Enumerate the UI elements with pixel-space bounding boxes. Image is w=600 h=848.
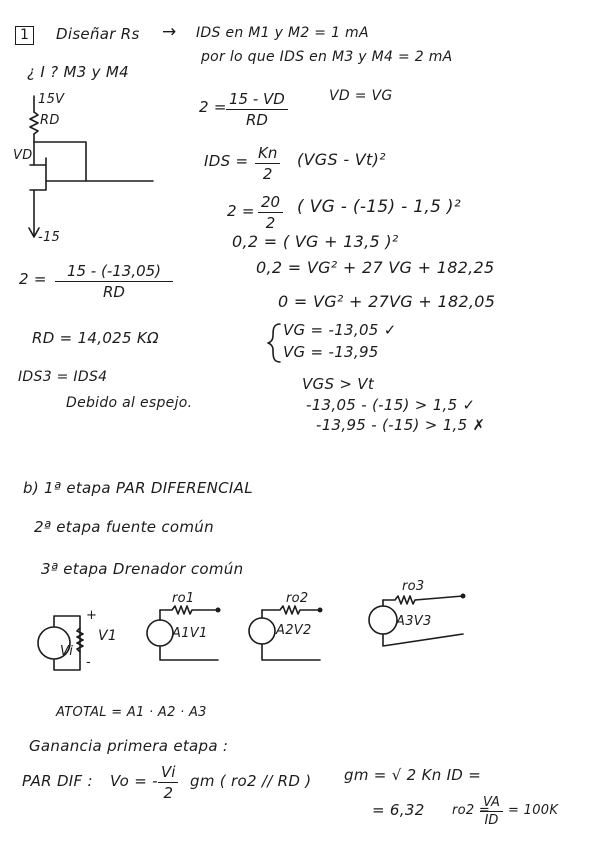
ids-numerator: Kn xyxy=(255,144,280,164)
eq-0: 0 = VG² + 27VG + 182,05 xyxy=(278,292,496,311)
ro2-rhs: = 100K xyxy=(508,803,559,818)
stage-2: 2ª etapa fuente común xyxy=(34,518,214,536)
gm-value: = 6,32 xyxy=(372,801,425,819)
eq-2b-lhs: 2 = xyxy=(227,202,255,220)
vd-node-label: VD xyxy=(13,148,33,163)
ro2-label: ro2 xyxy=(286,591,309,606)
item-number: 1 xyxy=(20,27,30,43)
eq-2-numerator: 15 - VD xyxy=(226,90,288,110)
arrow-right-icon: → xyxy=(162,22,177,42)
ids-rhs: (VGS - Vt)² xyxy=(297,150,386,169)
input-source-label: Vi xyxy=(60,644,74,659)
first-stage-gain-title: Ganancia primera etapa : xyxy=(29,737,229,755)
rd-eq-numerator: 15 - (-13,05) xyxy=(55,262,173,282)
rd-eq-lhs: 2 = xyxy=(19,270,47,288)
vo-rhs: gm ( ro2 // RD ) xyxy=(190,772,312,790)
rd-eq-denominator: RD xyxy=(103,283,125,301)
ids-denominator: 2 xyxy=(262,165,273,183)
plus-sign: + xyxy=(86,608,98,623)
check-1: -13,05 - (-15) > 1,5 ✓ xyxy=(306,396,476,414)
ro2-denominator: ID xyxy=(484,813,499,828)
total-gain: ATOTAL = A1 · A2 · A3 xyxy=(56,705,207,720)
solution-1: VG = -13,05 ✓ xyxy=(283,321,397,339)
eq-2-lhs: 2 = xyxy=(199,98,227,116)
stage3-source-label: A3V3 xyxy=(396,614,432,629)
stage-3: 3ª etapa Drenador común xyxy=(41,560,244,578)
task-title: Diseñar Rs xyxy=(56,25,140,43)
mirror-reason: Debido al espejo. xyxy=(66,395,193,411)
stage1-source-label: A1V1 xyxy=(172,626,208,641)
ro2-numerator: VA xyxy=(480,795,503,812)
eq-2b-rhs: ( VG - (-15) - 1,5 )² xyxy=(297,197,461,217)
pardif-label: PAR DIF : xyxy=(22,772,93,790)
eq-2b-denominator: 2 xyxy=(265,214,276,232)
vo-fraction xyxy=(158,763,178,802)
vo-denominator: 2 xyxy=(163,784,173,802)
ro3-label: ro3 xyxy=(402,579,425,594)
eq-02a: 0,2 = ( VG + 13,5 )² xyxy=(232,232,399,251)
vo-numerator: Vi xyxy=(158,763,178,783)
minus-sign: - xyxy=(86,655,91,670)
vd-equals-vg: VD = VG xyxy=(329,88,393,104)
ro2-lhs: ro2 = xyxy=(452,803,491,818)
supply-bottom-label: -15 xyxy=(38,230,61,245)
ids-equal: IDS3 = IDS4 xyxy=(18,369,108,385)
eq-2-denominator: RD xyxy=(245,111,268,129)
gm-equation: gm = √ 2 Kn ID = xyxy=(344,766,482,784)
ids-m3-m4: por lo que IDS en M3 y M4 = 2 mA xyxy=(201,49,453,65)
vgs-condition: VGS > Vt xyxy=(302,375,375,393)
ro1-label: ro1 xyxy=(172,591,195,606)
stage-1: b) 1ª etapa PAR DIFERENCIAL xyxy=(23,479,253,497)
vo-lhs: Vo = - xyxy=(110,772,158,790)
check-2: -13,95 - (-15) > 1,5 ✗ xyxy=(316,416,486,434)
eq-02b: 0,2 = VG² + 27 VG + 182,25 xyxy=(256,258,495,277)
ids-m1-m2: IDS en M1 y M2 = 1 mA xyxy=(196,25,369,41)
rd-circuit-label: RD xyxy=(40,113,60,128)
solution-2: VG = -13,95 xyxy=(283,343,379,361)
ro2-fraction xyxy=(480,795,503,828)
ids-lhs: IDS = xyxy=(204,152,249,170)
eq-2b-numerator: 20 xyxy=(258,193,283,213)
question-line: ¿ I ? M3 y M4 xyxy=(27,63,129,81)
input-voltage-label: V1 xyxy=(98,628,118,644)
stage2-source-label: A2V2 xyxy=(276,623,312,638)
rd-result: RD = 14,025 KΩ xyxy=(32,329,159,347)
supply-top-label: 15V xyxy=(38,92,65,107)
